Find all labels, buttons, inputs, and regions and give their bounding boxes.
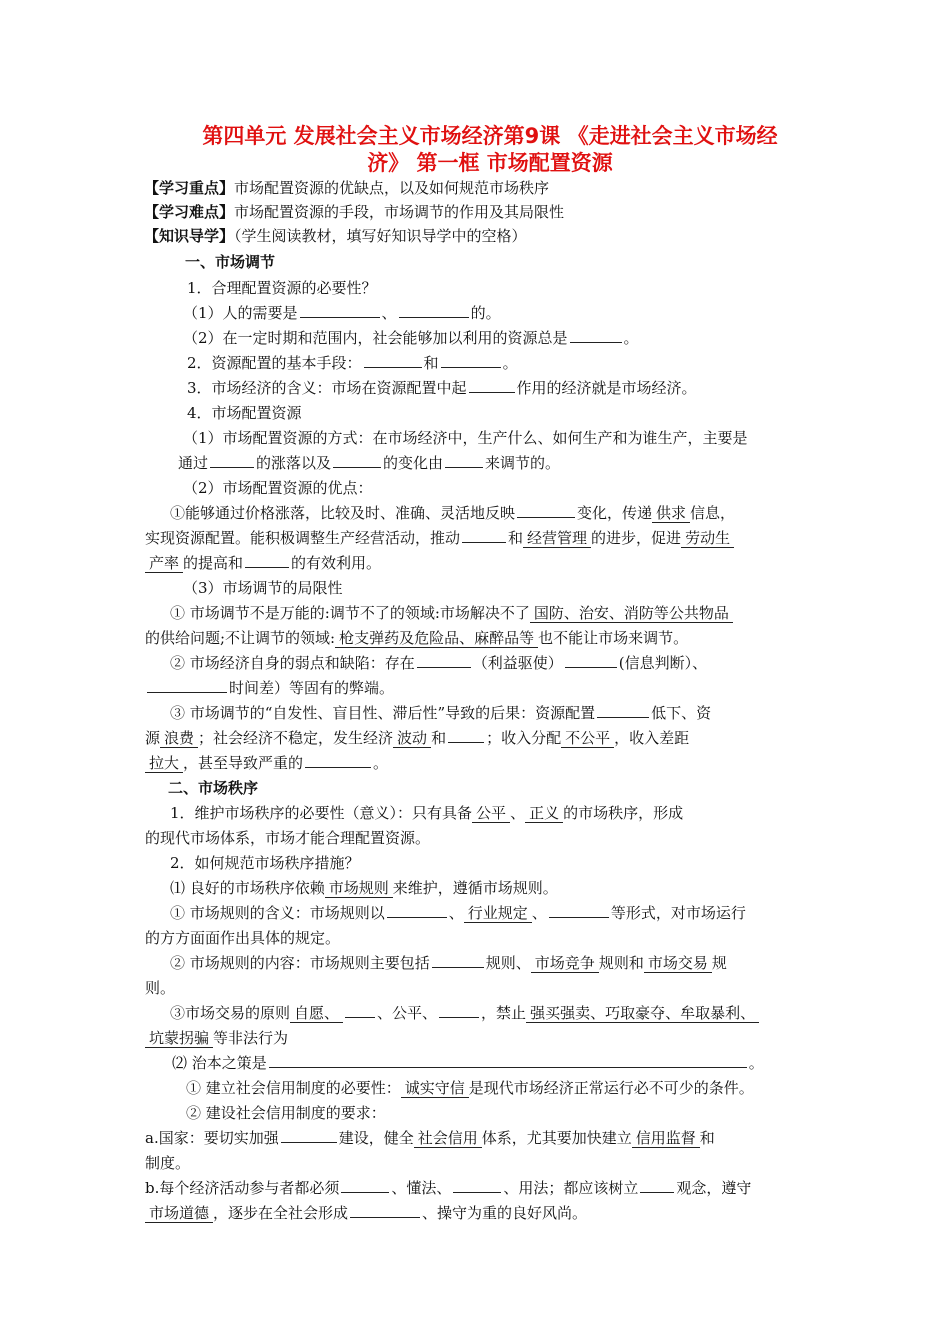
s2-line-8: 则。 [145,979,176,997]
answer-text: 强买强卖、巧取豪夺、牟取暴利、 [526,1004,759,1023]
text-segment: 来调节的。 [485,454,561,472]
text-segment: ⑴ 良好的市场秩序依赖 [170,879,325,897]
text-segment: 、 [510,804,526,822]
s1-line-4 [187,352,518,374]
text-segment: 建设，健全 [338,1129,414,1147]
text-segment: ① 市场调节不是万能的:调节不了的领域:市场解决不了 [170,604,530,622]
blank [281,1141,337,1143]
blank [469,391,515,393]
text-segment: b.每个经济活动参与者都必须 [145,1179,340,1197]
text-segment: ；收入分配 [486,729,562,747]
guide-row [144,225,527,247]
s1-line-7: （1）市场配置资源的方式：在市场经济中，生产什么、如何生产和为谁生产，主要是 [183,429,748,447]
answer-text: 正义 [525,804,563,823]
s1-line-19 [145,727,689,749]
s1-line-6: 4．市场配置资源 [187,404,302,422]
text-segment: 。 [748,1054,764,1072]
text-segment: （2）在一定时期和范围内，社会能够加以利用的资源总是 [183,329,568,347]
s1-line-2 [183,302,501,324]
s2-line-15: 制度。 [145,1154,191,1172]
answer-text: 经营管理 [523,529,591,548]
text-segment: 的供给问题;不让调节的领域: [145,629,336,647]
difficulty-text: 市场配置资源的手段，市场调节的作用及其局限性 [234,203,565,221]
s1-line-16 [170,652,707,674]
blank [305,766,371,768]
focus-row [144,177,549,199]
text-segment: ① 建立社会信用制度的必要性： [186,1079,401,1097]
text-segment: 来维护，遵循市场规则。 [392,879,558,897]
text-segment: 体系，尤其要加快建立 [481,1129,632,1147]
s2-line-14 [145,1127,715,1149]
blank [640,1191,674,1193]
text-segment: 2．资源配置的基本手段： [187,354,362,372]
answer-text: 拉大 [145,754,183,773]
text-segment: 实现资源配置。能积极调整生产经营活动，推动 [145,529,461,547]
answer-text: 浪费 [160,729,198,748]
text-segment: 、公平、 [377,1004,438,1022]
blank [597,716,649,718]
s1-line-20 [145,752,388,774]
s1-line-3 [183,327,639,349]
text-segment: 的提高和 [183,554,244,572]
s1-line-9: （2）市场配置资源的优点： [183,479,373,497]
text-segment: 源 [145,729,161,747]
s2-line-11 [172,1052,764,1074]
text-segment: （利益驱使） [472,654,563,672]
blank [453,1191,501,1193]
text-segment: 1．维护市场秩序的必要性（意义）：只有具备 [170,804,473,822]
text-segment: ① 市场规则的含义：市场规则以 [170,904,385,922]
blank [399,316,469,318]
text-segment: ，甚至导致严重的 [183,754,304,772]
text-segment: 低下、资 [651,704,712,722]
text-segment: 是现代市场经济正常运行必不可少的条件。 [468,1079,754,1097]
blank [147,691,227,693]
answer-text: 社会信用 [414,1129,482,1148]
s2-line-1 [170,802,683,824]
text-segment: ，禁止 [481,1004,527,1022]
text-segment: 等非法行为 [213,1029,289,1047]
answer-text: 公平 [472,804,510,823]
text-segment: 作用的经济就是市场经济。 [516,379,697,397]
s1-line-10 [170,502,735,524]
s2-line-2: 的现代市场体系，市场才能合理配置资源。 [145,829,431,847]
blank [445,466,483,468]
text-segment: 信息， [690,504,736,522]
blank [439,1016,479,1018]
text-segment: 。 [623,329,639,347]
text-segment: ，收入差距 [614,729,690,747]
focus-text: 市场配置资源的优缺点，以及如何规范市场秩序 [234,179,550,197]
text-segment: 的进步，促进 [591,529,682,547]
answer-text: 自愿、 [290,1004,343,1023]
text-segment: ② 市场规则的内容：市场规则主要包括 [170,954,430,972]
blank [517,516,575,518]
text-segment: ⑵ 治本之策是 [172,1054,267,1072]
answer-text: 诚实守信 [401,1079,469,1098]
title-line-2: 济》 第一框 市场配置资源 [367,151,613,175]
text-segment: 规 [711,954,727,972]
blank [432,966,484,968]
answer-text: 枪支弹药及危险品、麻醉品等 [335,629,538,648]
blank [345,1016,375,1018]
text-segment: 和 [508,529,524,547]
section-1-heading: 一、市场调节 [185,253,276,271]
s2-line-6: 的方方面面作出具体的规定。 [145,929,341,947]
s1-line-5 [187,377,697,399]
blank [417,666,471,668]
text-segment: 观念，遵守 [676,1179,752,1197]
section-2-heading: 二、市场秩序 [168,779,259,797]
answer-text: 不公平 [561,729,614,748]
blank [245,566,289,568]
text-segment: 、 [381,304,397,322]
text-segment: 时间差）等固有的弊端。 [229,679,395,697]
text-segment: 、用法；都应该树立 [503,1179,639,1197]
text-segment: 的变化由 [383,454,444,472]
text-segment: 规则、 [485,954,531,972]
blank [333,466,381,468]
s1-line-12 [145,552,381,574]
text-segment: 。 [373,754,389,772]
answer-text: 波动 [393,729,431,748]
title-line-1: 第四单元 发展社会主义市场经济第9课 《走进社会主义市场经 [202,124,778,148]
text-segment: 、 [448,904,464,922]
blank [570,341,622,343]
text-segment: 通过 [178,454,209,472]
answer-text: 劳动生 [681,529,734,548]
blank [387,916,447,918]
answer-text: 市场道德 [145,1204,213,1223]
text-segment: 、 [531,904,547,922]
text-segment: 。 [502,354,518,372]
blank [565,666,617,668]
difficulty-row [144,201,564,223]
text-segment: 的涨落以及 [256,454,332,472]
text-segment: 规则和 [598,954,644,972]
answer-text: 国防、治安、消防等公共物品 [530,604,733,623]
answer-text: 市场规则 [325,879,393,898]
blank [549,916,609,918]
blank [341,1191,389,1193]
text-segment: 等形式，对市场运行 [610,904,746,922]
blank [448,741,484,743]
answer-text: 信用监督 [632,1129,700,1148]
s2-line-16 [145,1177,751,1199]
guide-label: 【知识导学】 [144,227,235,245]
text-segment: 、懂法、 [391,1179,452,1197]
s2-line-13: ② 建设社会信用制度的要求： [186,1104,386,1122]
s2-line-10 [145,1027,288,1049]
blank [210,466,254,468]
text-segment: a.国家：要切实加强 [145,1129,279,1147]
s1-line-17 [145,677,394,699]
s2-line-4 [170,877,558,899]
text-segment: ；社会经济不稳定，发生经济 [198,729,394,747]
guide-text: （学生阅读教材，填写好知识导学中的空格） [234,227,527,245]
s1-line-15 [145,627,688,649]
answer-text: 坑蒙拐骗 [145,1029,213,1048]
text-segment: 和 [699,1129,715,1147]
text-segment: 3．市场经济的含义：市场在资源配置中起 [187,379,467,397]
answer-text: 产率 [145,554,183,573]
s2-line-9 [170,1002,759,1024]
s1-line-18 [170,702,711,724]
text-segment: 、操守为重的良好风尚。 [422,1204,588,1222]
text-segment: ①能够通过价格涨落，比较及时、准确、灵活地反映 [170,504,516,522]
text-segment: 的。 [470,304,501,322]
s1-line-11 [145,527,734,549]
answer-text: 供求 [652,504,690,523]
text-segment: （1）人的需要是 [183,304,298,322]
s2-line-7 [170,952,727,974]
s2-line-5 [170,902,746,924]
text-segment: 也不能让市场来调节。 [538,629,689,647]
answer-text: 市场竞争 [531,954,599,973]
text-segment: ③市场交易的原则 [170,1004,291,1022]
text-segment: 变化，传递 [577,504,653,522]
text-segment: ③ 市场调节的“自发性、盲目性、滞后性”导致的后果：资源配置 [170,704,596,722]
blank [441,366,501,368]
s1-line-8 [178,452,560,474]
focus-label: 【学习重点】 [144,179,235,197]
answer-text: 行业规定 [464,904,532,923]
s1-line-14 [170,602,733,624]
answer-text: 市场交易 [644,954,712,973]
blank [364,366,422,368]
s2-line-17 [145,1202,587,1224]
s1-line-1: 1．合理配置资源的必要性？ [187,279,377,297]
text-segment: 和 [431,729,447,747]
text-segment: ，逐步在全社会形成 [213,1204,349,1222]
blank [300,316,380,318]
s2-line-3: 2．如何规范市场秩序措施？ [170,854,360,872]
blank [269,1066,747,1068]
text-segment: (信息判断）、 [618,654,708,672]
text-segment: ② 市场经济自身的弱点和缺陷：存在 [170,654,415,672]
text-segment: 的有效利用。 [291,554,382,572]
s2-line-12 [186,1077,754,1099]
blank [350,1216,420,1218]
text-segment: 的市场秩序，形成 [563,804,684,822]
blank [462,541,506,543]
difficulty-label: 【学习难点】 [144,203,235,221]
text-segment: 和 [423,354,439,372]
s1-line-13: （3）市场调节的局限性 [183,579,343,597]
